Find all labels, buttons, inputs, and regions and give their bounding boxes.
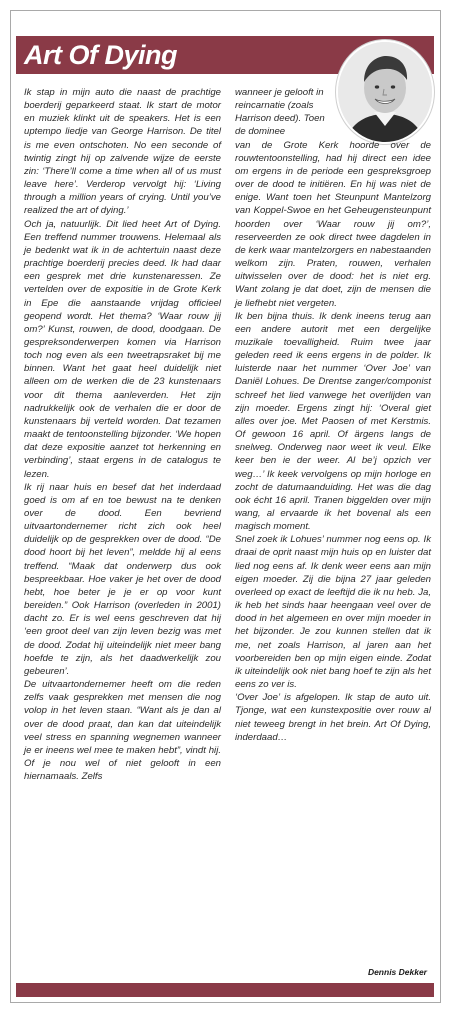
paragraph: Ik stap in mijn auto die naast de prachtige boerderij geparkeerd staat. Ik start de motor en muziek klinkt uit de speakers. Het is een uptempo liedje van George Harrison. De titel is me even ontschoten. No een seconde of twintig zingt hij op zalvende wijze de eerste zin: ‘There’ll come a time when all of us must leave here’. Verderop vervolgt hij: ‘Living through a million years of crying. Until you’ve realized the art of dying.’ bbox=[24, 87, 221, 217]
paragraph: Snel zoek ik Lohues’ nummer nog eens op. Ik draai de oprit naast mijn huis op en luister dat lied nog eens af. Ik denk weer eens aan mijn eigen moeder. Zij die bijna 27 jaar geleden overleed op exact de leeftijd die ik nu heb. Ja, ik heb het sinds haar heengaan veel over de dood in het algemeen en over mijn moeder in het bijzonder. Je zou kunnen stellen dat ik me, net zoals Harrison, al jaren aan het voorbereiden ben op mijn eigen einde. Zodat ik uiteindelijk ook niet bang hoef te zijn als het eens zo ver is. bbox=[235, 534, 431, 691]
paragraph: De uitvaartondernemer heeft om die reden zelfs vaak gesprekken met mensen die nog volop in het leven staan. “Want als je dan al over de dood praat, dan kan dat uiteindelijk veel stress en spanning wegnemen wanneer je er ineens wel mee te maken hebt”, vindt hij. Of je nou wel of niet gelooft in een hiernamaals. Zelfs bbox=[24, 679, 221, 783]
paragraph: van de Grote Kerk hoorde over de rouwtentoonstelling, had hij direct een idee om ergens in de periode een gespreksgroep over de dood te initiëren. En hij was niet de enige. Want toen het Steunpunt Mantelzorg van Koppel-Swoe en het Geheugensteunpunt hoorden over ‘Waar rouw jij om?’, reserveerden ze ook direct twee dagdelen in de kerk waar mantelzorgers en nabestaanden welkom zijn. Praten, rouwen, verhalen uitwisselen over de dood: het is niet erg. Want zolang je dat doet, zijn de mensen die je liefhebt niet vergeten. bbox=[235, 139, 431, 309]
footer-bar bbox=[16, 983, 434, 997]
paragraph: Ik ben bijna thuis. Ik denk ineens terug aan een andere autorit met een dergelijke muzikale toevalligheid. Ruim twee jaar geleden reed ik eens ergens in de polder. Ik luisterde naar het nummer ‘Over Joe’ van Daniël Lohues. De Drentse zanger/componist schreef het lied vanwege het overlijden van zijn moeder. Ergens zingt hij: ‘Overal giet alles over joe. Met Paosen of met Kerstmis. Of gewoon 16 april. Of ärgens langs de snelweg. Onderweg naor weet ik veul. Elke keer ben ie der weer. Al be’j opzich ver weg…’ Ik keek vervolgens op mijn horloge en zocht de datumaanduiding. Het was die dag ook écht 16 april. Tranen biggelden over mijn wang, al ervaarde ik het bovenal als een magisch moment. bbox=[235, 310, 431, 533]
article-title: Art Of Dying bbox=[24, 40, 177, 70]
paragraph: ‘Over Joe’ is afgelopen. Ik stap de auto uit. Tjonge, wat een kunstexpositie over rouw al niet teweeg brengt in het brein. Art Of Dying, inderdaad… bbox=[235, 692, 431, 743]
paragraph: Och ja, natuurlijk. Dit lied heet Art of Dying. Een treffend nummer trouwens. Helemaal als je bedenkt wat ik in de achtertuin naast deze prachtige boerderij precies deed. Ik had daar een gesprek met drie kunstenaressen. Ze vertelden over de expositie in de Grote Kerk in Epe die aanstaande vrijdag officieel geopend wordt. Het thema? ‘Waar rouw jij om?’ Kunst, rouwen, de dood, doodgaan. De gespreksonderwerpen komen via Harrison toch nog even als een tweetrapsraket bij me binnen. Want het gaat heel duidelijk niet alleen om de werken die de 23 kunstenaars voor dit thema aanleverden. Het zijn nadrukkelijk ook de verhalen die er door de kunstenaars bij verteld worden. Dat tezamen maakt de tentoonstelling bijzonder. ‘We hopen dat deze expositie aanzet tot herkenning en verbinding’, staat ergens in de catalogus te lezen. bbox=[24, 218, 221, 480]
author-byline: Dennis Dekker bbox=[367, 967, 427, 977]
paragraph: Ik rij naar huis en besef dat het inderdaad goed is om af en toe bewust na te denken over de dood. Een bevriend uitvaartondernemer richt zich ook heel duidelijk op de gesprekken over de dood. “De dood hoort bij het leven”, meldde hij al eens treffend. “Maak dat onderwerp dus ook bespreekbaar. Hoe vaker je het over de dood hebt, hoe beter je je er op voor kunt bereiden.” Ook Harrison (overleden in 2001) dacht zo. Er is wel eens geschreven dat hij ‘een groot deel van zijn leven bezig was met de dood. Zodat hij uiteindelijk niet meer bang hoefde te zijn, als het daadwerkelijk zou gebeuren’. bbox=[24, 481, 221, 677]
article-column-right bbox=[235, 86, 431, 744]
paragraph: wanneer je gelooft in reincarnatie (zoals Harrison deed). Toen de dominee bbox=[235, 87, 325, 138]
article-column-left bbox=[24, 86, 221, 783]
